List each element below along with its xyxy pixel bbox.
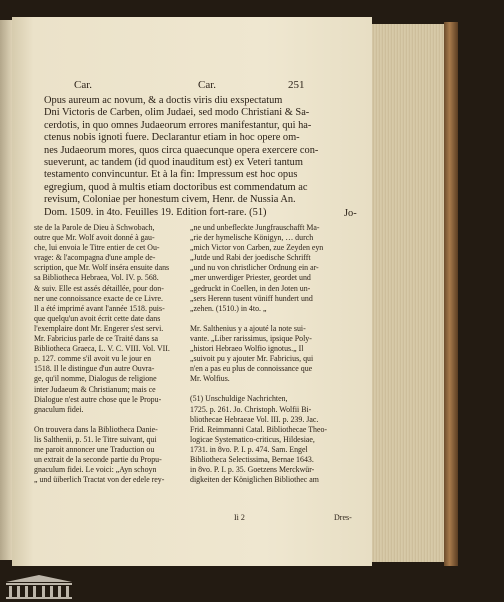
text-line: „suivoit pu y ajouter Mr. Fabricius, qui <box>190 354 314 364</box>
text-line: un extrait de la seconde partie du Propu- <box>34 455 162 465</box>
text-line: ste de la Parole de Dieu à Schwobach, <box>34 223 155 232</box>
text-line: Mr. Wolfius. <box>190 374 230 384</box>
catchword-top: Jo- <box>344 208 357 219</box>
text-line: „ und üiberlich Tractat von der edele rey- <box>34 475 165 485</box>
text-line: Mr. Salthenius y a ajouté la note sui- <box>190 323 306 333</box>
text-line: que quelqu'un avoit écrit cette date dans <box>34 313 161 323</box>
footnote-line: 1731. in 8vo. P. I. p. 474. Sam. Engel <box>190 444 308 454</box>
footnote-line: bliothecae Hebraeae Vol. III. p. 239. Jac. <box>190 414 319 424</box>
footnote-line: 1725. p. 261. Jo. Christoph. Wolfii Bi- <box>190 404 312 414</box>
text-line: egregium, quod à multis etiam doctoribus est commendatum ac <box>44 181 308 193</box>
text-line: Il a été imprimé avant l'année 1518. puis- <box>34 303 165 313</box>
text-line: l'exemplaire dont Mr. Engerer s'est servi. <box>34 323 164 333</box>
footnote-line: Frid. Reimmanni Catal. Bibliothecae Theo- <box>190 424 328 434</box>
text-line: gnaculum fidei. <box>34 404 84 414</box>
footnote-line: (51) Unschuldige Nachrichten, <box>190 394 288 404</box>
footnote-line: in 8vo. P. I. p. 35. Goetzens Merckwür- <box>190 465 315 475</box>
text-line: me paroit annoncer une Traduction ou <box>34 444 155 454</box>
text-line: 1518. Il le distingue d'un autre Ouvra- <box>34 364 155 374</box>
text-line: vrage: & l'acompagna d'une ample de- <box>34 253 156 263</box>
text-line: Bibliotheca Graeca, L. V. C. VIII. Vol. VII. <box>34 344 170 354</box>
text-line: Mr. Fabricius parle de ce Traité dans sa <box>34 334 159 344</box>
text-line: nes Judaeorum mores, quos circa quaecunque opera exercere con- <box>44 144 319 156</box>
text-line: vante. „Liber rarissimus, ipsique Poly- <box>190 333 312 343</box>
text-line: „histori Hebraeo Wolfio ignotus.„ Il <box>190 344 304 354</box>
book-cover-edge <box>444 22 458 566</box>
footer-strip <box>0 572 504 602</box>
footnote-line: logicae Systematico-criticus, Hildesiae, <box>190 434 315 444</box>
footnote-line: Bibliotheca Selectissima, Bernae 1643. <box>190 454 314 464</box>
text-line: inter Judaeum & Christianum; mais ce <box>34 384 156 394</box>
running-head-left: Car. <box>74 79 93 91</box>
text-line: „Jutde und Rabi der joedische Schrifft <box>190 253 311 263</box>
right-column-footnote <box>190 394 356 485</box>
right-column-note <box>190 324 356 385</box>
text-line: ner une connoissance exacte de ce Livre. <box>34 293 164 303</box>
text-line: „mich Victor von Carben, zue Zeyden eyn <box>190 243 324 253</box>
text-line: p. 127. comme s'il avoit vu le jour en <box>34 354 152 364</box>
text-line: & suiv. Elle est assés détaillée, pour don- <box>34 283 164 293</box>
text-line: lis Salthenii, p. 51. le Titre suivant, qui <box>34 434 157 444</box>
text-line: Dom. 1509. in 4to. Feuilles 19. Edition fort-rare. (51) <box>44 206 267 218</box>
text-line: On trouvera dans la Bibliotheca Danie- <box>34 424 158 434</box>
text-line: scription, que Mr. Wolf inséra ensuite dans <box>34 263 170 273</box>
text-line: testamento convincuntur. Et à la fin: Impressum est hoc opus <box>44 169 298 181</box>
page-number: 251 <box>288 79 305 91</box>
text-line: ge, qu'il nomme, Dialogus de religione <box>34 374 157 384</box>
signature-mark: Ii 2 <box>234 513 245 522</box>
right-column <box>190 223 356 485</box>
building-facade-icon <box>4 574 74 600</box>
footnote-line: digkeiten der Königlichen Bibliothec am <box>190 475 319 485</box>
running-head <box>12 79 372 95</box>
text-line: Opus aureum ac novum, & a doctis viris diu exspectatum <box>44 95 283 106</box>
text-line: Dni Victoris de Carben, olim Judaei, sed modo Christiani & Sa- <box>44 107 310 119</box>
page-stack-edges <box>372 24 452 562</box>
text-line: sueverunt, ac tandem (id quod inauditum est) ex Veteri tantum <box>44 157 303 169</box>
text-line: „zehen. (1510.) in 4to. „ <box>190 303 267 313</box>
text-line: sa Bibliotheca Hebraea, Vol. IV. p. 568. <box>34 273 159 283</box>
running-head-center: Car. <box>198 79 217 91</box>
left-column-para-1 <box>34 223 182 415</box>
text-line: „rie der hymelische Königyn, … durch <box>190 233 314 243</box>
catchword-bottom: Dres- <box>334 513 352 522</box>
text-line: gnaculum fidei. Le voici: „Ayn schoyn <box>34 465 157 475</box>
left-page-edge <box>0 20 12 560</box>
text-line: „mer unwerdiger Priester, geordet und <box>190 273 311 283</box>
text-line: „ne und unbefleckte Jungfrauschafft Ma- <box>190 223 320 232</box>
text-line: che, lui envoia le Titre entier de cet Ou- <box>34 243 160 253</box>
text-line: ctenus nobis ignoti fuere. Declarantur etiam in hoc opere om- <box>44 132 300 144</box>
text-line: outre que Mr. Wolf avoit donné à gau- <box>34 233 155 243</box>
book-page <box>12 17 372 566</box>
text-line: Dialogue n'est autre chose que le Propu- <box>34 394 162 404</box>
text-line: n'en a pas eu plus de connoissance que <box>190 364 313 374</box>
left-column <box>34 223 182 485</box>
left-column-para-2 <box>34 425 182 486</box>
text-line: revisum, Coloniae per honestum civem, Henr. de Nussia An. <box>44 194 296 206</box>
text-line: cerdotis, in quo omnes Judaeorum errores manifestantur, qui ha- <box>44 119 312 131</box>
text-line: „gedruckt in Coellen, in den Joten un- <box>190 283 311 293</box>
text-line: „und nu von christlicher Ordnung ein ar- <box>190 263 319 273</box>
right-column-quote <box>190 223 356 314</box>
latin-entry <box>44 95 362 219</box>
text-line: „sers Herenn tusent vüniff hundert und <box>190 293 313 303</box>
